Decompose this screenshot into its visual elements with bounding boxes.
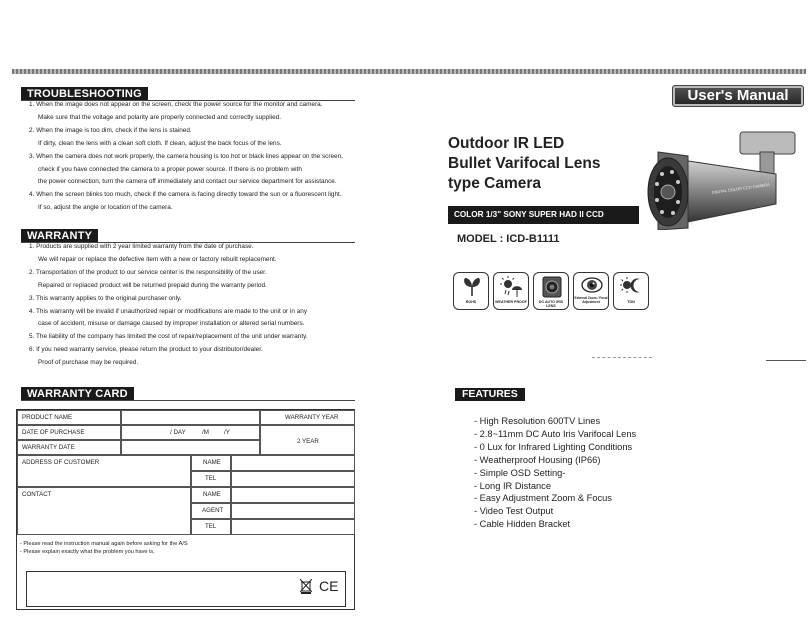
- warranty-year-value: 2 YEAR: [260, 425, 355, 455]
- day-label: / DAY: [170, 429, 186, 436]
- warranty-heading: WARRANTY: [21, 229, 98, 243]
- product-name-label: PRODUCT NAME: [17, 410, 121, 425]
- list-item: - Long IR Distance: [474, 480, 551, 491]
- agent-field[interactable]: [231, 503, 355, 519]
- troubleshooting-list: [29, 99, 343, 215]
- contact-name-field[interactable]: [231, 487, 355, 503]
- list-item: - Simple OSD Setting-: [474, 467, 566, 478]
- list-item: case of accident, misuse or damage caused by improper installation or altered serial numbers.: [38, 320, 305, 328]
- contact-tel-field[interactable]: [231, 519, 355, 535]
- contact-label: CONTACT: [17, 487, 191, 535]
- list-item: - Cable Hidden Bracket: [474, 519, 571, 530]
- ce-mark: CE: [319, 578, 339, 594]
- list-item: 5. The liability of the company has limited the cost of repair/replacement of the unit under warranty.: [29, 333, 308, 341]
- list-item: check if you have connected the camera to a proper power source. If there is no problem with: [38, 165, 302, 173]
- contact-tel-label: TEL: [191, 519, 231, 535]
- product-title: [448, 134, 600, 194]
- eye-icon: [573, 272, 609, 310]
- address-of-customer-label: ADDRESS OF CUSTOMER: [17, 455, 191, 487]
- card-note: - Please explain exactly what the problem you have is,: [20, 549, 155, 555]
- problem-description-field[interactable]: [26, 571, 346, 607]
- list-item: 1. Products are supplied with 2 year limited warranty from the date of purchase.: [29, 243, 254, 250]
- warranty-card: [16, 409, 355, 610]
- year-label: /Y: [224, 429, 230, 436]
- date-of-purchase-field[interactable]: [121, 425, 260, 440]
- list-item: the power connection, turn the camera off immediately and contact our service department for assistance.: [38, 178, 337, 186]
- lens-icon: [533, 272, 569, 310]
- leaf-icon: [453, 272, 489, 310]
- list-item: If dirty, clean the lens with a clean soft cloth. If clean, adjust the back focus of the lens.: [38, 139, 282, 147]
- list-item: 6. If you need warranty service, please return the product to your distributor/dealer.: [29, 346, 263, 354]
- customer-tel-label: TEL: [191, 471, 231, 487]
- list-item: Proof of purchase may be required.: [38, 359, 139, 367]
- month-label: /M: [202, 429, 209, 436]
- weather-icon: [493, 272, 529, 310]
- list-item: 4. This warranty will be invalid if unauthorized repair or modifications are made to the unit or in any: [29, 307, 308, 315]
- camera-label: DIGITAL COLOR CCD CAMERA: [711, 181, 771, 195]
- warranty-date-field[interactable]: [121, 440, 260, 455]
- agent-label: AGENT: [191, 503, 231, 519]
- list-item: 2. Transportation of the product to our service center is the responsibility of the user.: [29, 268, 267, 276]
- users-manual-badge: User's Manual: [672, 85, 804, 107]
- customer-name-field[interactable]: [231, 455, 355, 471]
- features-list: [474, 415, 636, 531]
- list-item: We will repair or replace the defective item with a new or factory rebuilt replacement.: [38, 255, 277, 263]
- list-item: - Weatherproof Housing (IP66): [474, 454, 601, 465]
- weee-bin-icon: [300, 579, 312, 594]
- icon-label: TDN: [627, 300, 635, 304]
- list-item: - 2.8~11mm DC Auto Iris Varifocal Lens: [474, 428, 637, 439]
- list-item: 1. When the image does not appear on the screen, check the power source for the monitor and camera.: [29, 101, 323, 108]
- list-item: - Video Test Output: [474, 506, 554, 517]
- card-note: - Please read the instruction manual again before asking for the A/S: [20, 541, 188, 547]
- list-item: 3. This warranty applies to the original purchaser only.: [29, 294, 182, 302]
- dashed-mark: [592, 357, 652, 358]
- ccd-banner: COLOR 1/3" SONY SUPER HAD II CCD: [448, 206, 639, 224]
- list-item: - High Resolution 600TV Lines: [474, 416, 601, 426]
- product-name-field[interactable]: [121, 410, 260, 425]
- customer-tel-field[interactable]: [231, 471, 355, 487]
- list-item: 3. When the camera does not work properly, the camera housing is too hot or black lines appear on the screen,: [29, 152, 343, 160]
- list-item: Make sure that the voltage and polarity are properly connected and correctly supplied.: [38, 113, 281, 121]
- date-of-purchase-label: DATE OF PURCHASE: [17, 425, 121, 440]
- list-item: Repaired or replaced product will be returned prepaid during the warranty period.: [38, 281, 267, 289]
- warranty-year-label: WARRANTY YEAR: [260, 410, 355, 425]
- troubleshooting-heading: TROUBLESHOOTING: [21, 87, 148, 101]
- warranty-list: [29, 241, 308, 370]
- list-item: 2. When the image is too dim, check if the lens is stained.: [29, 126, 192, 134]
- customer-name-label: NAME: [191, 455, 231, 471]
- bullet-camera-image: [628, 130, 798, 230]
- features-heading: FEATURES: [455, 388, 525, 401]
- list-item: 4. When the screen blinks too much, check if the camera is facing directly toward the sun or a fluorescent light.: [29, 191, 342, 199]
- icon-label: DC AUTO IRIS LENS: [538, 300, 564, 308]
- list-item: - Easy Adjustment Zoom & Focus: [474, 493, 612, 504]
- list-item: - 0 Lux for Infrared Lighting Conditions: [474, 441, 633, 452]
- list-item: If so, adjust the angle or location of the camera.: [38, 204, 173, 212]
- warranty-date-label: WARRANTY DATE: [17, 440, 121, 455]
- title-line: type Camera: [448, 175, 542, 192]
- icon-label: External Zoom / Focal Adjustment: [574, 296, 608, 304]
- icon-label: WEATHER PROOF: [495, 300, 527, 304]
- title-line: Outdoor IR LED: [448, 135, 565, 152]
- title-line: Bullet Varifocal Lens: [448, 155, 601, 172]
- model-number: MODEL : ICD-B1111: [457, 233, 560, 245]
- icon-label: ROHS: [465, 300, 477, 304]
- daynight-icon: [613, 272, 649, 310]
- warranty-card-heading: WARRANTY CARD: [21, 387, 134, 401]
- card-notes: [20, 540, 188, 556]
- contact-name-label: NAME: [191, 487, 231, 503]
- top-border: [12, 69, 806, 74]
- warranty-card-rule: [21, 400, 355, 401]
- edge-mark: [766, 360, 806, 361]
